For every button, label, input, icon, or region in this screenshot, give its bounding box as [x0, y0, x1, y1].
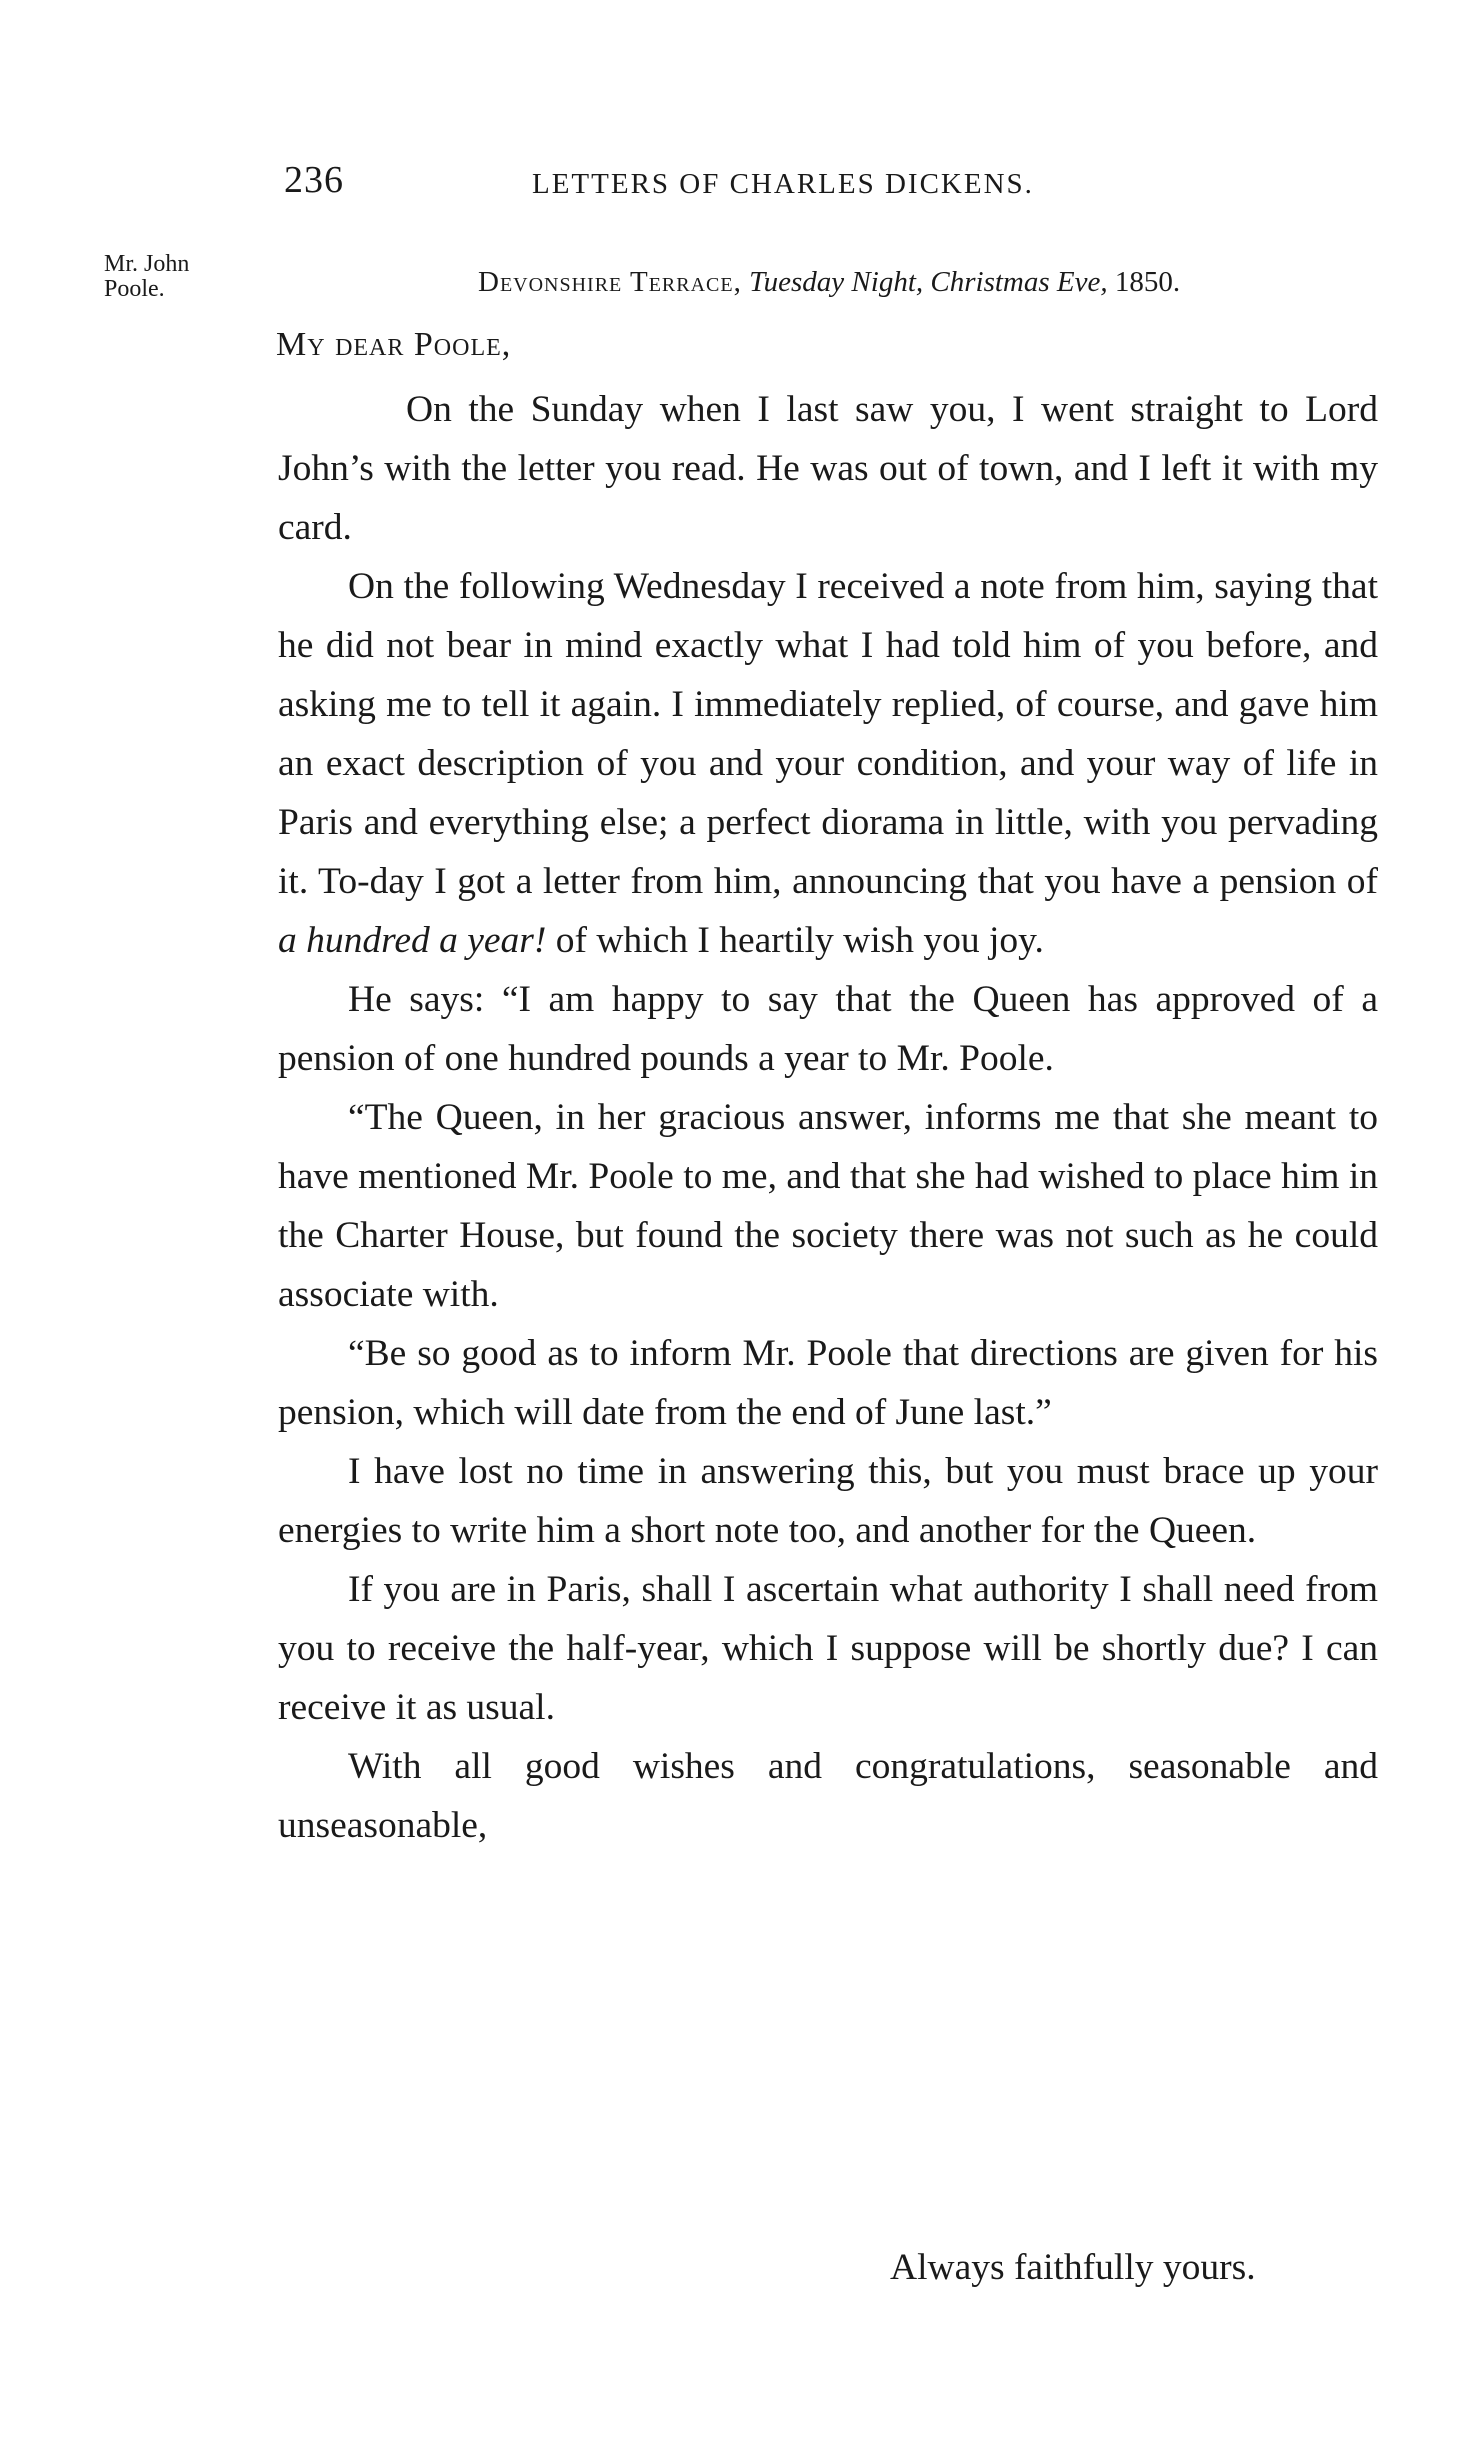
paragraph-text: On the following Wednesday I received a note from him, saying that he did not bear in mind exactly what I had told him of you before, and asking me to tell it again. I immediately replied, of course, and gave him an exact description of you and your condition, and your way of life in Paris and everything else; a perfect diorama in little, with you pervading it. To-day I got a letter from him, announcing that you have a pension of	[278, 566, 1378, 902]
dateline-time: Tuesday Night, Christmas Eve,	[749, 266, 1108, 298]
paragraph: He says: “I am happy to say that the Queen has approved of a pension of one hundred pounds a year to Mr. Poole.	[278, 979, 1378, 1079]
letter-dateline	[478, 266, 1358, 299]
letter-body	[278, 380, 1378, 1855]
page-number: 236	[284, 159, 344, 201]
paragraph	[278, 557, 1378, 970]
paragraph: “Be so good as to inform Mr. Poole that directions are given for his pension, which will date from the end of June last.”	[278, 1333, 1378, 1433]
dateline-place: Devonshire Terrace,	[478, 266, 742, 298]
margin-note-line: Mr. John	[104, 251, 190, 277]
margin-note-line: Poole.	[104, 276, 165, 302]
running-head	[284, 158, 1384, 208]
running-title: LETTERS OF CHARLES DICKENS.	[532, 168, 1034, 200]
paragraph: If you are in Paris, shall I ascertain what authority I shall need from you to receive the half-year, which I suppose will be shortly due? I can receive it as usual.	[278, 1569, 1378, 1728]
italic-phrase: a hundred a year!	[278, 920, 547, 961]
paragraph: On the Sunday when I last saw you, I went straight to Lord John’s with the letter you read. He was out of town, and I left it with my card.	[278, 389, 1378, 548]
margin-note	[104, 252, 254, 302]
letter-closing: Always faithfully yours.	[890, 2247, 1256, 2288]
paragraph: With all good wishes and congratulations, seasonable and unseasonable,	[278, 1746, 1378, 1846]
paragraph: “The Queen, in her gracious answer, informs me that she meant to have mentioned Mr. Poole to me, and that she had wished to place him in the Charter House, but found the society there was not such as he could associate with.	[278, 1097, 1378, 1315]
paragraph-text: of which I heartily wish you joy.	[555, 920, 1044, 961]
letter-salutation: My dear Poole,	[276, 326, 512, 363]
dateline-year: 1850.	[1114, 266, 1181, 298]
paragraph: I have lost no time in answering this, but you must brace up your energies to write him a short note too, and another for the Queen.	[278, 1451, 1378, 1551]
